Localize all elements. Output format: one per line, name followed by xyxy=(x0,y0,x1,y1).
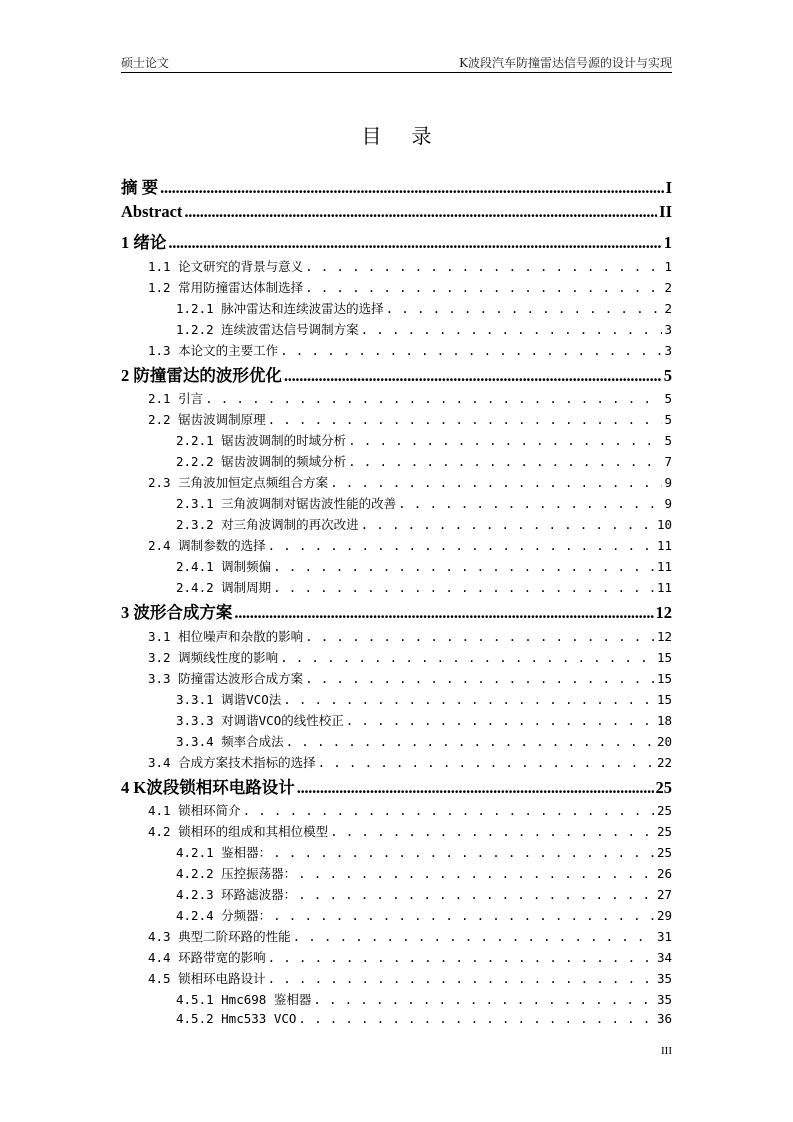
toc-entry-level-3[interactable] xyxy=(121,885,672,906)
toc-entry-level-2[interactable] xyxy=(121,969,672,990)
toc-entry-level-3[interactable] xyxy=(121,452,672,473)
toc-entry-label: 4.2.2 压控振荡器： xyxy=(176,866,297,881)
toc-entry-page: 11 xyxy=(656,538,672,553)
toc-entry-label: 3.4 合成方案技术指标的选择 xyxy=(148,754,316,770)
toc-entry-label: 4.1 锁相环简介 xyxy=(148,803,241,818)
toc-entry-label: 3.2 调频线性度的影响 xyxy=(148,649,279,665)
toc-entry-label: 2.2.2 锯齿波调制的频域分析 xyxy=(176,454,347,469)
toc-leader-dots xyxy=(268,538,655,553)
toc-entry-level-2[interactable] xyxy=(121,948,672,969)
toc-leader-dots xyxy=(268,412,663,427)
toc-entry-level-2[interactable] xyxy=(121,822,672,843)
toc-leader-dots xyxy=(234,603,653,623)
toc-entry-label: 2.2.1 锯齿波调制的时域分析 xyxy=(176,433,347,448)
toc-entry-page: 2 xyxy=(664,279,672,295)
toc-entry-label: 4.5 锁相环电路设计 xyxy=(148,971,266,986)
toc-leader-dots xyxy=(330,824,655,839)
toc-entry-page: 36 xyxy=(656,1011,672,1026)
toc-leader-dots xyxy=(280,650,655,665)
toc-entry-label: 1.3 本论文的主要工作 xyxy=(148,342,279,358)
toc-leader-dots xyxy=(298,1011,655,1026)
toc-entry-label: 2.3.1 三角波调制对锯齿波性能的改善 xyxy=(176,496,397,511)
toc-entry-label: 4.5.1 Hmc698 鉴相器 xyxy=(176,992,312,1007)
toc-entry-page: 3 xyxy=(664,342,672,358)
toc-entry-page: 18 xyxy=(656,712,672,728)
toc-entry-page: 35 xyxy=(656,971,672,986)
toc-entry-page: 15 xyxy=(656,670,672,686)
toc-entry-label: 2.1 引言 xyxy=(148,391,204,406)
toc-entry-level-2[interactable] xyxy=(121,536,672,557)
toc-entry-label: 3 波形合成方案 xyxy=(121,603,233,622)
toc-entry-label: 4.5.2 Hmc533 VCO xyxy=(176,1011,297,1026)
toc-leader-dots xyxy=(386,301,663,316)
toc-entry-level-3[interactable] xyxy=(121,906,672,927)
toc-entry-label: 3.1 相位噪声和杂散的影响 xyxy=(148,628,304,644)
toc-leader-dots xyxy=(313,992,655,1007)
toc-leader-dots xyxy=(184,202,657,222)
toc-leader-dots xyxy=(273,845,655,860)
table-of-contents xyxy=(121,174,672,1032)
header-thesis-title: K波段汽车防撞雷达信号源的设计与实现 xyxy=(459,56,672,70)
toc-entry-page: 12 xyxy=(656,628,672,644)
toc-entry-page: 31 xyxy=(656,929,672,944)
toc-entry-level-2[interactable] xyxy=(121,753,672,774)
toc-entry-page: 5 xyxy=(664,412,672,427)
toc-leader-dots xyxy=(305,629,655,644)
toc-entry-level-3[interactable] xyxy=(121,732,672,753)
toc-leader-dots xyxy=(318,755,655,770)
toc-entry-label: 4.2.3 环路滤波器： xyxy=(176,887,297,902)
toc-entry-label: 1.1 论文研究的背景与意义 xyxy=(148,258,304,274)
toc-entry-level-2[interactable] xyxy=(121,257,672,278)
toc-leader-dots xyxy=(286,734,655,749)
toc-entry-label: 4 K波段锁相环电路设计 xyxy=(121,777,295,797)
toc-leader-dots xyxy=(298,887,655,902)
toc-entry-level-3[interactable] xyxy=(121,578,672,599)
toc-entry-level-1[interactable] xyxy=(121,229,672,257)
toc-leader-dots xyxy=(273,580,655,595)
toc-entry-label: 2.2 锯齿波调制原理 xyxy=(148,412,266,427)
toc-entry-page: 29 xyxy=(656,908,672,923)
toc-leader-dots xyxy=(298,866,655,881)
toc-entry-label: 1.2.1 脉冲雷达和连续波雷达的选择 xyxy=(176,300,384,316)
toc-entry-page: 15 xyxy=(656,691,672,707)
toc-leader-dots xyxy=(330,475,662,490)
toc-leader-dots xyxy=(297,778,654,798)
toc-entry-label: 1.2 常用防撞雷达体制选择 xyxy=(148,279,304,295)
toc-entry-page: 5 xyxy=(664,433,672,448)
toc-entry-label: 摘 要 xyxy=(121,178,159,197)
toc-entry-level-3[interactable] xyxy=(121,843,672,864)
toc-leader-dots xyxy=(283,692,655,707)
toc-entry-level-3[interactable] xyxy=(121,990,672,1011)
toc-entry-level-2[interactable] xyxy=(121,389,672,410)
toc-entry-level-3[interactable] xyxy=(121,1011,672,1032)
toc-leader-dots xyxy=(305,280,662,295)
toc-entry-level-2[interactable] xyxy=(121,669,672,690)
toc-leader-dots xyxy=(273,559,655,574)
toc-entry-level-1[interactable] xyxy=(121,599,672,627)
toc-entry-level-2[interactable] xyxy=(121,801,672,822)
toc-entry-page: 9 xyxy=(664,475,672,490)
toc-entry-label: Abstract xyxy=(121,201,183,221)
toc-entry-page: I xyxy=(665,178,672,197)
toc-entry-level-3[interactable] xyxy=(121,515,672,536)
toc-entry-level-3[interactable] xyxy=(121,431,672,452)
toc-leader-dots xyxy=(168,233,661,253)
toc-entry-page: 25 xyxy=(656,803,672,818)
toc-entry-level-2[interactable] xyxy=(121,648,672,669)
toc-entry-label: 3.3.3 对调谐VCO的线性校正 xyxy=(176,712,344,728)
toc-entry-label: 2.4.1 调制频偏 xyxy=(176,559,272,574)
toc-entry-label: 2.4 调制参数的选择 xyxy=(148,538,266,553)
toc-entry-label: 2 防撞雷达的波形优化 xyxy=(121,365,282,385)
toc-leader-dots xyxy=(361,517,655,532)
toc-entry-label: 2.4.2 调制周期 xyxy=(176,580,272,595)
toc-entry-level-2[interactable] xyxy=(121,410,672,431)
toc-title: 目录 xyxy=(361,124,462,148)
toc-entry-page: 15 xyxy=(656,649,672,665)
toc-leader-dots xyxy=(268,971,655,986)
toc-entry-label: 2.3 三角波加恒定点频组合方案 xyxy=(148,475,329,490)
toc-leader-dots xyxy=(284,366,662,386)
toc-entry-page: 11 xyxy=(656,559,672,574)
toc-entry-page: 12 xyxy=(655,603,672,622)
toc-entry-level-3[interactable] xyxy=(121,690,672,711)
toc-entry-label: 3.3 防撞雷达波形合成方案 xyxy=(148,670,304,686)
toc-entry-page: 5 xyxy=(663,365,672,385)
toc-entry-level-2[interactable] xyxy=(121,341,672,362)
toc-entry-label: 4.2.4 分频器： xyxy=(176,908,272,923)
toc-entry-label: 1 绪论 xyxy=(121,233,167,252)
toc-entry-page: II xyxy=(659,201,672,221)
toc-entry-page: 34 xyxy=(656,950,672,965)
toc-leader-dots xyxy=(348,454,662,469)
toc-entry-level-1[interactable] xyxy=(121,202,672,230)
toc-entry-level-1[interactable] xyxy=(121,174,672,202)
toc-leader-dots xyxy=(205,391,662,406)
header-thesis-type: 硕士论文 xyxy=(121,56,170,70)
toc-entry-label: 3.3.4 频率合成法 xyxy=(176,733,284,749)
toc-leader-dots xyxy=(346,713,655,728)
toc-entry-page: 20 xyxy=(656,733,672,749)
toc-entry-page: 2 xyxy=(664,300,672,316)
toc-entry-level-3[interactable] xyxy=(121,494,672,515)
toc-entry-page: 1 xyxy=(663,233,672,252)
toc-entry-label: 4.2.1 鉴相器： xyxy=(176,845,272,860)
toc-entry-page: 5 xyxy=(664,391,672,406)
toc-entry-page: 1 xyxy=(664,258,672,274)
toc-entry-page: 7 xyxy=(664,454,672,469)
toc-entry-page: 35 xyxy=(656,992,672,1007)
page-number: III xyxy=(661,1045,672,1057)
toc-leader-dots xyxy=(361,322,663,337)
toc-entry-level-3[interactable] xyxy=(121,320,672,341)
toc-entry-page: 11 xyxy=(656,580,672,595)
toc-entry-level-2[interactable] xyxy=(121,927,672,948)
toc-entry-page: 22 xyxy=(656,754,672,770)
toc-entry-level-3[interactable] xyxy=(121,299,672,320)
toc-entry-level-2[interactable] xyxy=(121,627,672,648)
toc-leader-dots xyxy=(293,929,655,944)
toc-entry-label: 2.3.2 对三角波调制的再次改进 xyxy=(176,517,359,532)
toc-entry-page: 10 xyxy=(656,517,672,532)
toc-entry-label: 3.3.1 调谐VCO法 xyxy=(176,691,282,707)
toc-entry-level-2[interactable] xyxy=(121,473,672,494)
toc-leader-dots xyxy=(268,950,655,965)
toc-entry-level-1[interactable] xyxy=(121,774,672,802)
toc-entry-label: 1.2.2 连续波雷达信号调制方案 xyxy=(176,321,359,337)
toc-entry-page: 9 xyxy=(664,496,672,511)
toc-leader-dots xyxy=(280,343,662,358)
toc-entry-level-3[interactable] xyxy=(121,557,672,578)
toc-leader-dots xyxy=(398,496,662,511)
toc-leader-dots xyxy=(305,259,662,274)
header-divider xyxy=(121,72,672,73)
toc-entry-page: 3 xyxy=(664,321,672,337)
toc-entry-level-2[interactable] xyxy=(121,278,672,299)
toc-entry-label: 4.3 典型二阶环路的性能 xyxy=(148,929,291,944)
toc-entry-page: 26 xyxy=(656,866,672,881)
toc-leader-dots xyxy=(348,433,662,448)
toc-entry-label: 4.2 锁相环的组成和其相位模型 xyxy=(148,824,329,839)
toc-entry-level-3[interactable] xyxy=(121,711,672,732)
toc-leader-dots xyxy=(273,908,655,923)
toc-entry-page: 25 xyxy=(656,824,672,839)
toc-entry-page: 25 xyxy=(655,777,672,797)
toc-entry-label: 4.4 环路带宽的影响 xyxy=(148,950,266,965)
toc-entry-page: 27 xyxy=(656,887,672,902)
toc-leader-dots xyxy=(160,178,663,198)
toc-entry-level-1[interactable] xyxy=(121,362,672,390)
toc-leader-dots xyxy=(243,803,655,818)
toc-entry-page: 25 xyxy=(656,845,672,860)
toc-leader-dots xyxy=(305,671,655,686)
toc-entry-level-3[interactable] xyxy=(121,864,672,885)
